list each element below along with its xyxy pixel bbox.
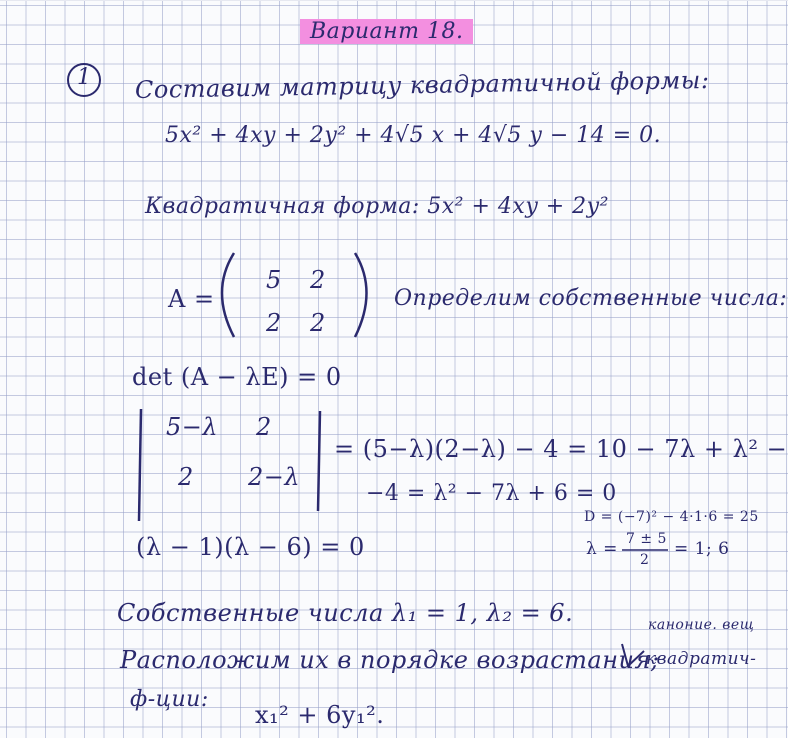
margin-note-top: каноние. вещ	[648, 617, 755, 633]
variant-title: Вариант 18.	[300, 19, 473, 44]
det-cell-21: 2	[178, 463, 194, 491]
matrix-right-paren	[355, 253, 367, 337]
factored-equation: (λ − 1)(λ − 6) = 0	[136, 533, 365, 561]
equation-line: 5x² + 4xy + 2y² + 4√5 x + 4√5 y − 14 = 0.	[165, 123, 662, 148]
matrix-a11: 5	[266, 266, 282, 294]
lambda-prefix: λ =	[586, 539, 618, 559]
det-right-bar	[318, 411, 320, 511]
eigenvalues-line: Собственные числа λ₁ = 1, λ₂ = 6.	[117, 599, 574, 627]
margin-note-right: квадратич-	[646, 649, 757, 669]
matrix-left-paren	[222, 253, 234, 337]
det-equation: det (A − λE) = 0	[132, 363, 342, 391]
problem-number: 1	[77, 65, 92, 90]
order-line: Расположим их в порядке возрастания;	[120, 646, 660, 674]
matrix-prefix: A =	[168, 285, 215, 313]
discriminant: D = (−7)² − 4·1·6 = 25	[584, 509, 759, 525]
intro-line: Составим матрицу квадратичной формы:	[134, 65, 710, 105]
matrix-a22: 2	[310, 309, 326, 337]
det-cell-11: 5−λ	[166, 413, 219, 441]
det-cell-22: 2−λ	[248, 463, 301, 491]
lambda-denominator: 2	[640, 552, 650, 568]
canonical-form: x₁² + 6y₁².	[255, 701, 385, 729]
lambda-numerator: 7 ± 5	[626, 531, 667, 547]
eigen-intro-line: Определим собственные числа:	[394, 286, 788, 311]
matrix-a21: 2	[266, 309, 282, 337]
det-left-bar	[139, 409, 141, 521]
det-cell-12: 2	[256, 413, 272, 441]
form-label: ф-ции:	[130, 687, 209, 712]
det-result-line-1: = (5−λ)(2−λ) − 4 = 10 − 7λ + λ² −	[334, 435, 788, 463]
quadratic-form-line: Квадратичная форма: 5x² + 4xy + 2y²	[145, 194, 609, 219]
det-result-line-2: −4 = λ² − 7λ + 6 = 0	[366, 481, 617, 506]
lambda-result: = 1; 6	[674, 539, 730, 559]
matrix-a12: 2	[310, 266, 326, 294]
